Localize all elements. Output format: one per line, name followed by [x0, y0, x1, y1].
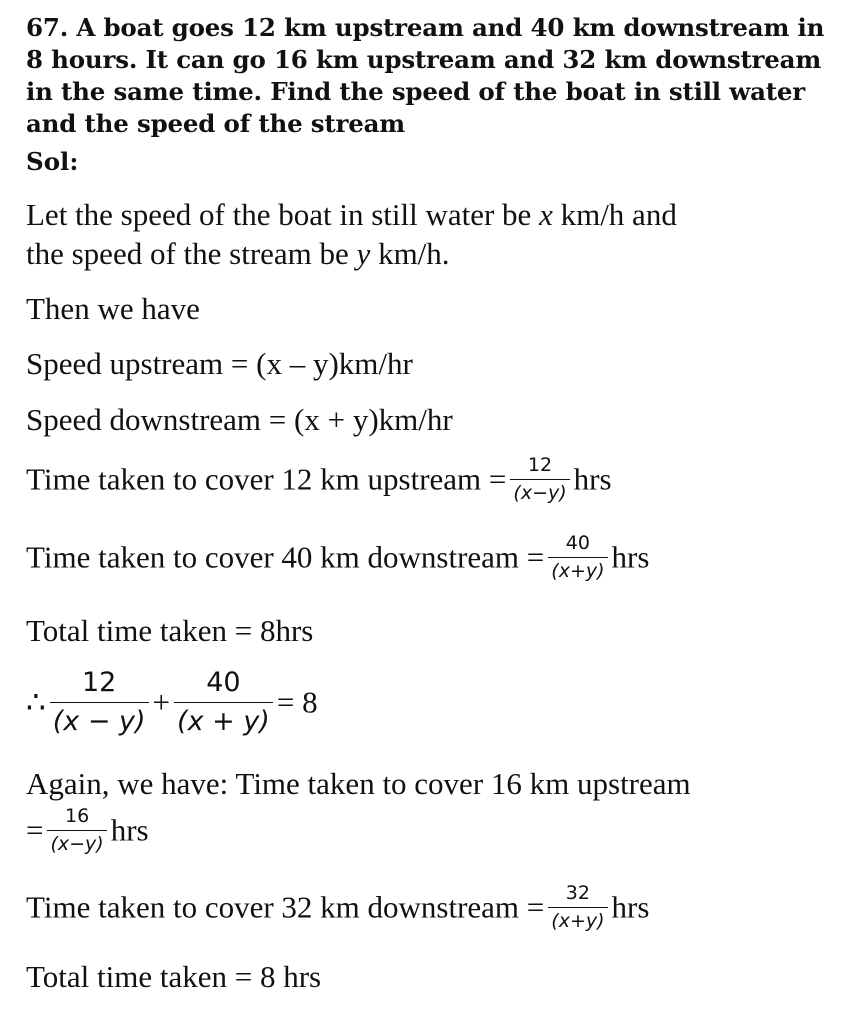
- plus-sign: +: [152, 684, 171, 720]
- fraction-numerator: 12: [50, 664, 149, 703]
- speed-upstream-line: Speed upstream = (x – y)km/hr: [26, 346, 413, 381]
- equals-sign: =: [26, 812, 44, 848]
- question-text: 67. A boat goes 12 km upstream and 40 km downstream in 8 hours. It can go 16 km upstream and 32 km downstream in the same time. Find the speed of the boat in still water and the speed of the stream: [26, 13, 825, 138]
- time-downstream-32-line: [26, 880, 649, 935]
- time-downstream-40-line: [26, 530, 649, 585]
- intro-line-2: [26, 235, 450, 273]
- hrs-unit: hrs: [573, 461, 612, 497]
- fraction-40-over-x-plus-y: [548, 530, 607, 585]
- fraction-denominator: (x − y): [52, 706, 146, 737]
- fraction-denominator: (x−y): [513, 482, 567, 504]
- hrs-unit: hrs: [611, 539, 650, 575]
- equation-rhs: = 8: [276, 684, 318, 720]
- fraction-numerator: 16: [47, 803, 106, 831]
- intro-line-1: [26, 196, 677, 234]
- fraction-denominator: (x + y): [177, 706, 270, 737]
- fraction-32-over-x-plus-y: [548, 880, 607, 935]
- time-upstream-16-line: [26, 803, 149, 858]
- hrs-unit: hrs: [611, 889, 650, 925]
- total-time-line-1: Total time taken = 8hrs: [26, 613, 314, 648]
- intro-text-a: Let the speed of the boat in still water be: [26, 197, 540, 232]
- time-downstream-40-text: Time taken to cover 40 km downstream =: [26, 539, 545, 575]
- time-downstream-32-text: Time taken to cover 32 km downstream =: [26, 889, 545, 925]
- fraction-numerator: 12: [510, 452, 569, 480]
- intro-text-b: km/h and: [552, 197, 677, 232]
- fraction-16-over-x-minus-y: [47, 803, 106, 858]
- then-line: Then we have: [26, 291, 200, 326]
- fraction-numerator: 40: [548, 530, 607, 558]
- therefore-symbol: ∴: [26, 684, 46, 720]
- solution-label: Sol:: [26, 147, 79, 176]
- equation-fraction-1: [50, 664, 149, 741]
- fraction-denominator: (x+y): [551, 560, 605, 582]
- fraction-numerator: 32: [548, 880, 607, 908]
- intro-text-d: km/h.: [370, 236, 450, 271]
- hrs-unit: hrs: [110, 812, 149, 848]
- variable-y: y: [356, 236, 371, 271]
- fraction-12-over-x-minus-y: [510, 452, 569, 507]
- fraction-denominator: (x−y): [50, 833, 104, 855]
- equation-fraction-2: [174, 664, 273, 741]
- variable-x: x: [539, 197, 553, 232]
- speed-downstream-line: Speed downstream = (x + y)km/hr: [26, 402, 453, 437]
- time-upstream-12-text: Time taken to cover 12 km upstream =: [26, 461, 507, 497]
- equation-line: [26, 664, 318, 741]
- total-time-line-2: Total time taken = 8 hrs: [26, 959, 322, 994]
- fraction-denominator: (x+y): [551, 910, 605, 932]
- again-line: Again, we have: Time taken to cover 16 km upstream: [26, 766, 691, 801]
- time-upstream-12-line: [26, 452, 612, 507]
- fraction-numerator: 40: [174, 664, 273, 703]
- intro-text-c: the speed of the stream be: [26, 236, 357, 271]
